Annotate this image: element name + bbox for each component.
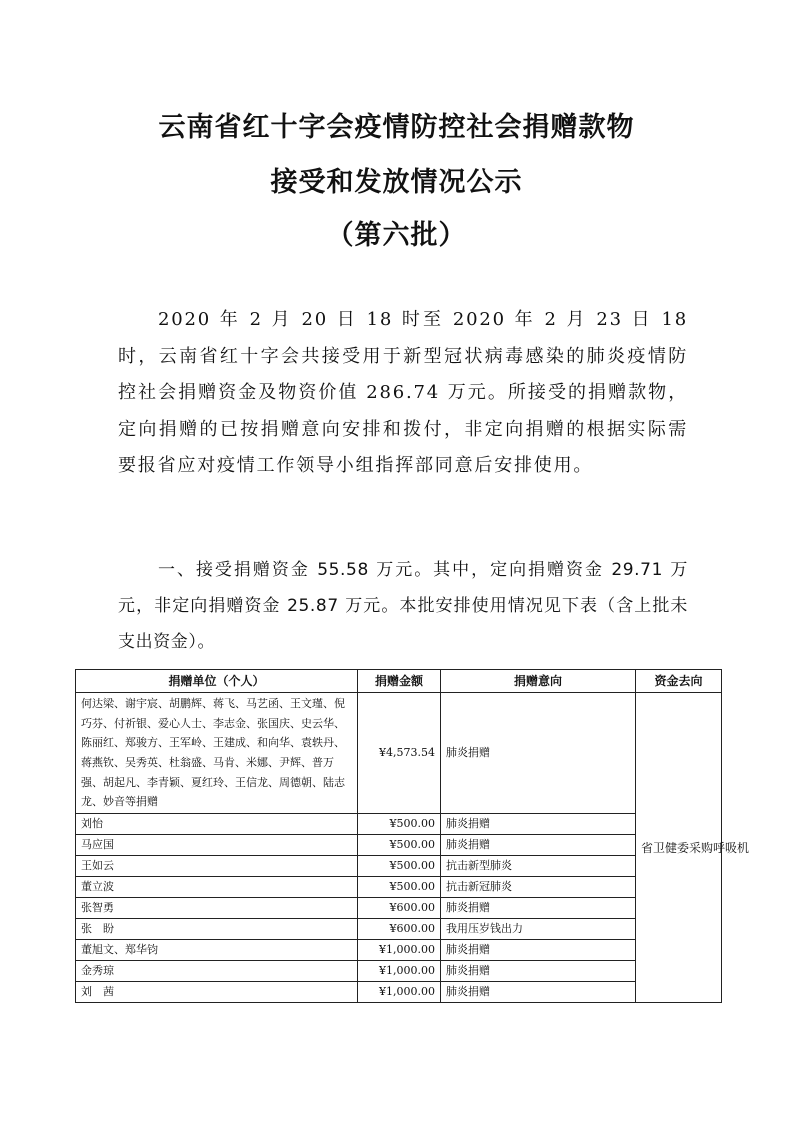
donor-cell: 张智勇 <box>76 898 358 919</box>
amount-cell: ¥1,000.00 <box>358 982 441 1003</box>
table-row <box>76 919 722 940</box>
amount-cell: ¥500.00 <box>358 877 441 898</box>
header-destination: 资金去向 <box>636 670 722 693</box>
amount-cell: ¥4,573.54 <box>358 693 441 814</box>
table-row <box>76 961 722 982</box>
donor-cell: 金秀琼 <box>76 961 358 982</box>
intro-paragraph: 2020 年 2 月 20 日 18 时至 2020 年 2 月 23 日 18 时，云南省红十字会共接受用于新型冠状病毒感染的肺炎疫情防控社会捐赠资金及物资价值 286.74 万元。所接受的捐赠款物，定向捐赠的已按捐赠意向安排和拨付，非定向捐赠的根据实际需要报省应对疫情工作领导小组指挥部同意后安排使用。 <box>118 309 688 476</box>
table-row <box>76 982 722 1003</box>
donor-cell: 董立波 <box>76 877 358 898</box>
intent-cell: 我用压岁钱出力 <box>441 919 636 940</box>
title-line-1: 云南省红十字会疫情防控社会捐赠款物 <box>158 112 635 143</box>
intent-cell: 肺炎捐赠 <box>441 961 636 982</box>
amount-cell: ¥500.00 <box>358 814 441 835</box>
amount-cell: ¥600.00 <box>358 919 441 940</box>
donor-cell: 张 盼 <box>76 919 358 940</box>
table-row <box>76 856 722 877</box>
donor-cell: 董旭文、郑华钧 <box>76 940 358 961</box>
intent-cell: 肺炎捐赠 <box>441 940 636 961</box>
amount-cell: ¥1,000.00 <box>358 940 441 961</box>
table-row <box>76 693 722 814</box>
table-row <box>76 814 722 835</box>
amount-cell: ¥600.00 <box>358 898 441 919</box>
intent-cell: 肺炎捐赠 <box>441 898 636 919</box>
intent-cell: 肺炎捐赠 <box>441 814 636 835</box>
intent-cell: 抗击新冠肺炎 <box>441 877 636 898</box>
table-row <box>76 877 722 898</box>
title-line-3: （第六批） <box>326 220 467 251</box>
amount-cell: ¥1,000.00 <box>358 961 441 982</box>
table-row <box>76 898 722 919</box>
header-intent: 捐赠意向 <box>441 670 636 693</box>
intent-cell: 肺炎捐赠 <box>441 835 636 856</box>
donor-cell: 刘 茜 <box>76 982 358 1003</box>
title-line-2: 接受和发放情况公示 <box>270 167 523 198</box>
intent-cell: 抗击新型肺炎 <box>441 856 636 877</box>
donor-cell: 何达梁、谢宇宸、胡鹏辉、蒋飞、马艺函、王文瑾、倪巧芬、付祈银、爱心人士、李志金、张国庆、史云华、陈丽红、郑骏方、王军岭、王建成、和向华、袁轶丹、蒋燕钦、吴秀英、杜翁盛、马肯、米娜、尹辉、普万强、胡起凡、李青颖、夏红玲、王信龙、周德朝、陆志龙、妙音等捐赠 <box>76 693 358 814</box>
intent-cell: 肺炎捐赠 <box>441 693 636 814</box>
amount-cell: ¥500.00 <box>358 856 441 877</box>
table-row <box>76 940 722 961</box>
section-1-paragraph: 一、接受捐赠资金 55.58 万元。其中，定向捐赠资金 29.71 万元，非定向捐赠资金 25.87 万元。本批安排使用情况见下表（含上批未支出资金）。 <box>118 560 688 652</box>
donor-cell: 王如云 <box>76 856 358 877</box>
donation-table <box>75 669 750 1003</box>
header-donor: 捐赠单位（个人） <box>76 670 358 693</box>
donor-cell: 刘怡 <box>76 814 358 835</box>
intent-cell: 肺炎捐赠 <box>441 982 636 1003</box>
donor-cell: 马应国 <box>76 835 358 856</box>
amount-cell: ¥500.00 <box>358 835 441 856</box>
table-row <box>76 835 722 856</box>
table-header-row <box>76 670 722 693</box>
destination-cell: 省卫健委采购呼吸机 <box>636 693 722 1003</box>
header-amount: 捐赠金额 <box>358 670 441 693</box>
